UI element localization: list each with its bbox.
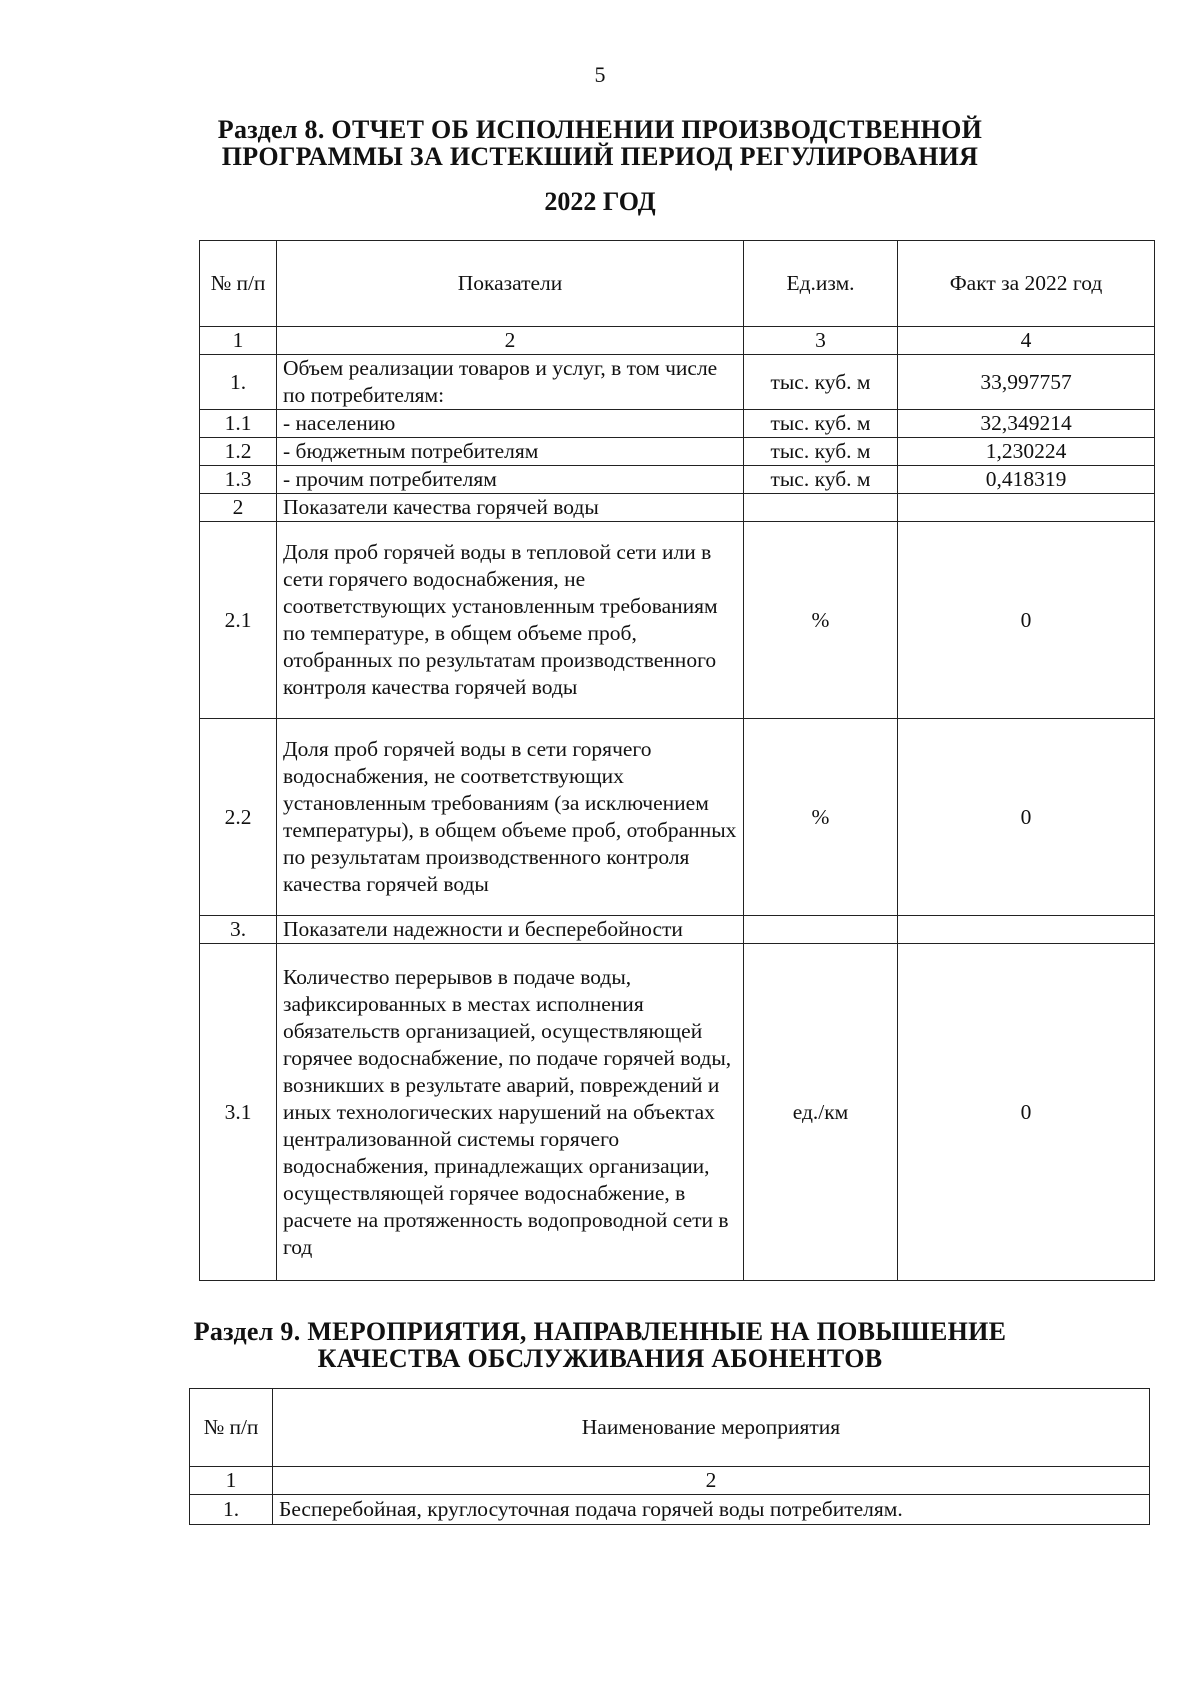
row-indicator: Доля проб горячей воды в сети горячего водоснабжения, не соответствующих установленным требованиям (за исключением температуры), в общем объеме проб, отобранных по результатам производственного контроля качества горячей воды	[277, 719, 744, 916]
section-8-title-line2: ПРОГРАММЫ ЗА ИСТЕКШИЙ ПЕРИОД РЕГУЛИРОВАНИЯ	[221, 142, 979, 171]
section-9-title	[0, 1318, 1200, 1372]
row-indicator: Объем реализации товаров и услуг, в том числе по потребителям:	[277, 355, 744, 410]
column-number: 2	[273, 1467, 1150, 1495]
row-indicator: Количество перерывов в подаче воды, зафиксированных в местах исполнения обязательств организацией, осуществляющей горячее водоснабжение, по подаче горячей воды, возникших в результате аварий, повреждений и иных технологических нарушений на объектах централизованной системы горячего водоснабжения, принадлежащих организации, осуществляющей горячее водоснабжение, в расчете на протяженность водопроводной сети в год	[277, 944, 744, 1281]
table-row	[200, 522, 1155, 719]
row-unit	[744, 916, 898, 944]
header-number: № п/п	[190, 1389, 273, 1467]
column-number: 1	[190, 1467, 273, 1495]
column-number: 3	[744, 327, 898, 355]
table-row	[200, 719, 1155, 916]
section-8-title	[0, 116, 1200, 170]
column-number-row	[190, 1467, 1150, 1495]
column-number: 4	[898, 327, 1155, 355]
header-number: № п/п	[200, 241, 277, 327]
row-unit: %	[744, 719, 898, 916]
table-row	[200, 494, 1155, 522]
row-number: 2.2	[200, 719, 277, 916]
column-number: 2	[277, 327, 744, 355]
row-indicator: Показатели качества горячей воды	[277, 494, 744, 522]
section-9-title-line2: КАЧЕСТВА ОБСЛУЖИВАНИЯ АБОНЕНТОВ	[317, 1344, 883, 1373]
table-header-row	[200, 241, 1155, 327]
header-measure-name: Наименование мероприятия	[273, 1389, 1150, 1467]
column-number: 1	[200, 327, 277, 355]
row-number: 1.	[200, 355, 277, 410]
row-number: 1.3	[200, 466, 277, 494]
row-value: 0	[898, 719, 1155, 916]
table-row	[200, 438, 1155, 466]
table-header-row	[190, 1389, 1150, 1467]
row-unit: тыс. куб. м	[744, 410, 898, 438]
row-indicator: - прочим потребителям	[277, 466, 744, 494]
row-number: 1.1	[200, 410, 277, 438]
row-value	[898, 916, 1155, 944]
row-value: 0	[898, 944, 1155, 1281]
table-row	[200, 410, 1155, 438]
row-number: 1.	[190, 1495, 273, 1525]
row-unit	[744, 494, 898, 522]
section-8-year: 2022 ГОД	[544, 187, 656, 216]
table-row	[200, 466, 1155, 494]
row-value: 1,230224	[898, 438, 1155, 466]
header-indicators: Показатели	[277, 241, 744, 327]
table-row	[200, 355, 1155, 410]
page-number: 5	[594, 62, 606, 87]
row-number: 1.2	[200, 438, 277, 466]
row-unit: тыс. куб. м	[744, 438, 898, 466]
row-measure: Бесперебойная, круглосуточная подача горячей воды потребителям.	[273, 1495, 1150, 1525]
table-row	[190, 1495, 1150, 1525]
row-unit: тыс. куб. м	[744, 355, 898, 410]
service-quality-measures-table	[189, 1388, 1150, 1525]
production-program-report-table	[199, 240, 1155, 1281]
row-indicator: Показатели надежности и бесперебойности	[277, 916, 744, 944]
row-number: 3.	[200, 916, 277, 944]
row-number: 3.1	[200, 944, 277, 1281]
header-fact: Факт за 2022 год	[898, 241, 1155, 327]
table-row	[200, 916, 1155, 944]
row-indicator: - населению	[277, 410, 744, 438]
row-indicator: - бюджетным потребителям	[277, 438, 744, 466]
row-value	[898, 494, 1155, 522]
row-unit: ед./км	[744, 944, 898, 1281]
section-8-title-line1: Раздел 8. ОТЧЕТ ОБ ИСПОЛНЕНИИ ПРОИЗВОДСТВЕННОЙ	[217, 115, 983, 144]
row-indicator: Доля проб горячей воды в тепловой сети или в сети горячего водоснабжения, не соответствующих установленным требованиям по температуре, в общем объеме проб, отобранных по результатам производственного контроля качества горячей воды	[277, 522, 744, 719]
row-unit: тыс. куб. м	[744, 466, 898, 494]
section-9-title-line1: Раздел 9. МЕРОПРИЯТИЯ, НАПРАВЛЕННЫЕ НА ПОВЫШЕНИЕ	[193, 1317, 1007, 1346]
row-number: 2.1	[200, 522, 277, 719]
row-value: 33,997757	[898, 355, 1155, 410]
table-row	[200, 944, 1155, 1281]
column-number-row	[200, 327, 1155, 355]
row-value: 0	[898, 522, 1155, 719]
row-value: 32,349214	[898, 410, 1155, 438]
row-unit: %	[744, 522, 898, 719]
row-number: 2	[200, 494, 277, 522]
row-value: 0,418319	[898, 466, 1155, 494]
header-unit: Ед.изм.	[744, 241, 898, 327]
